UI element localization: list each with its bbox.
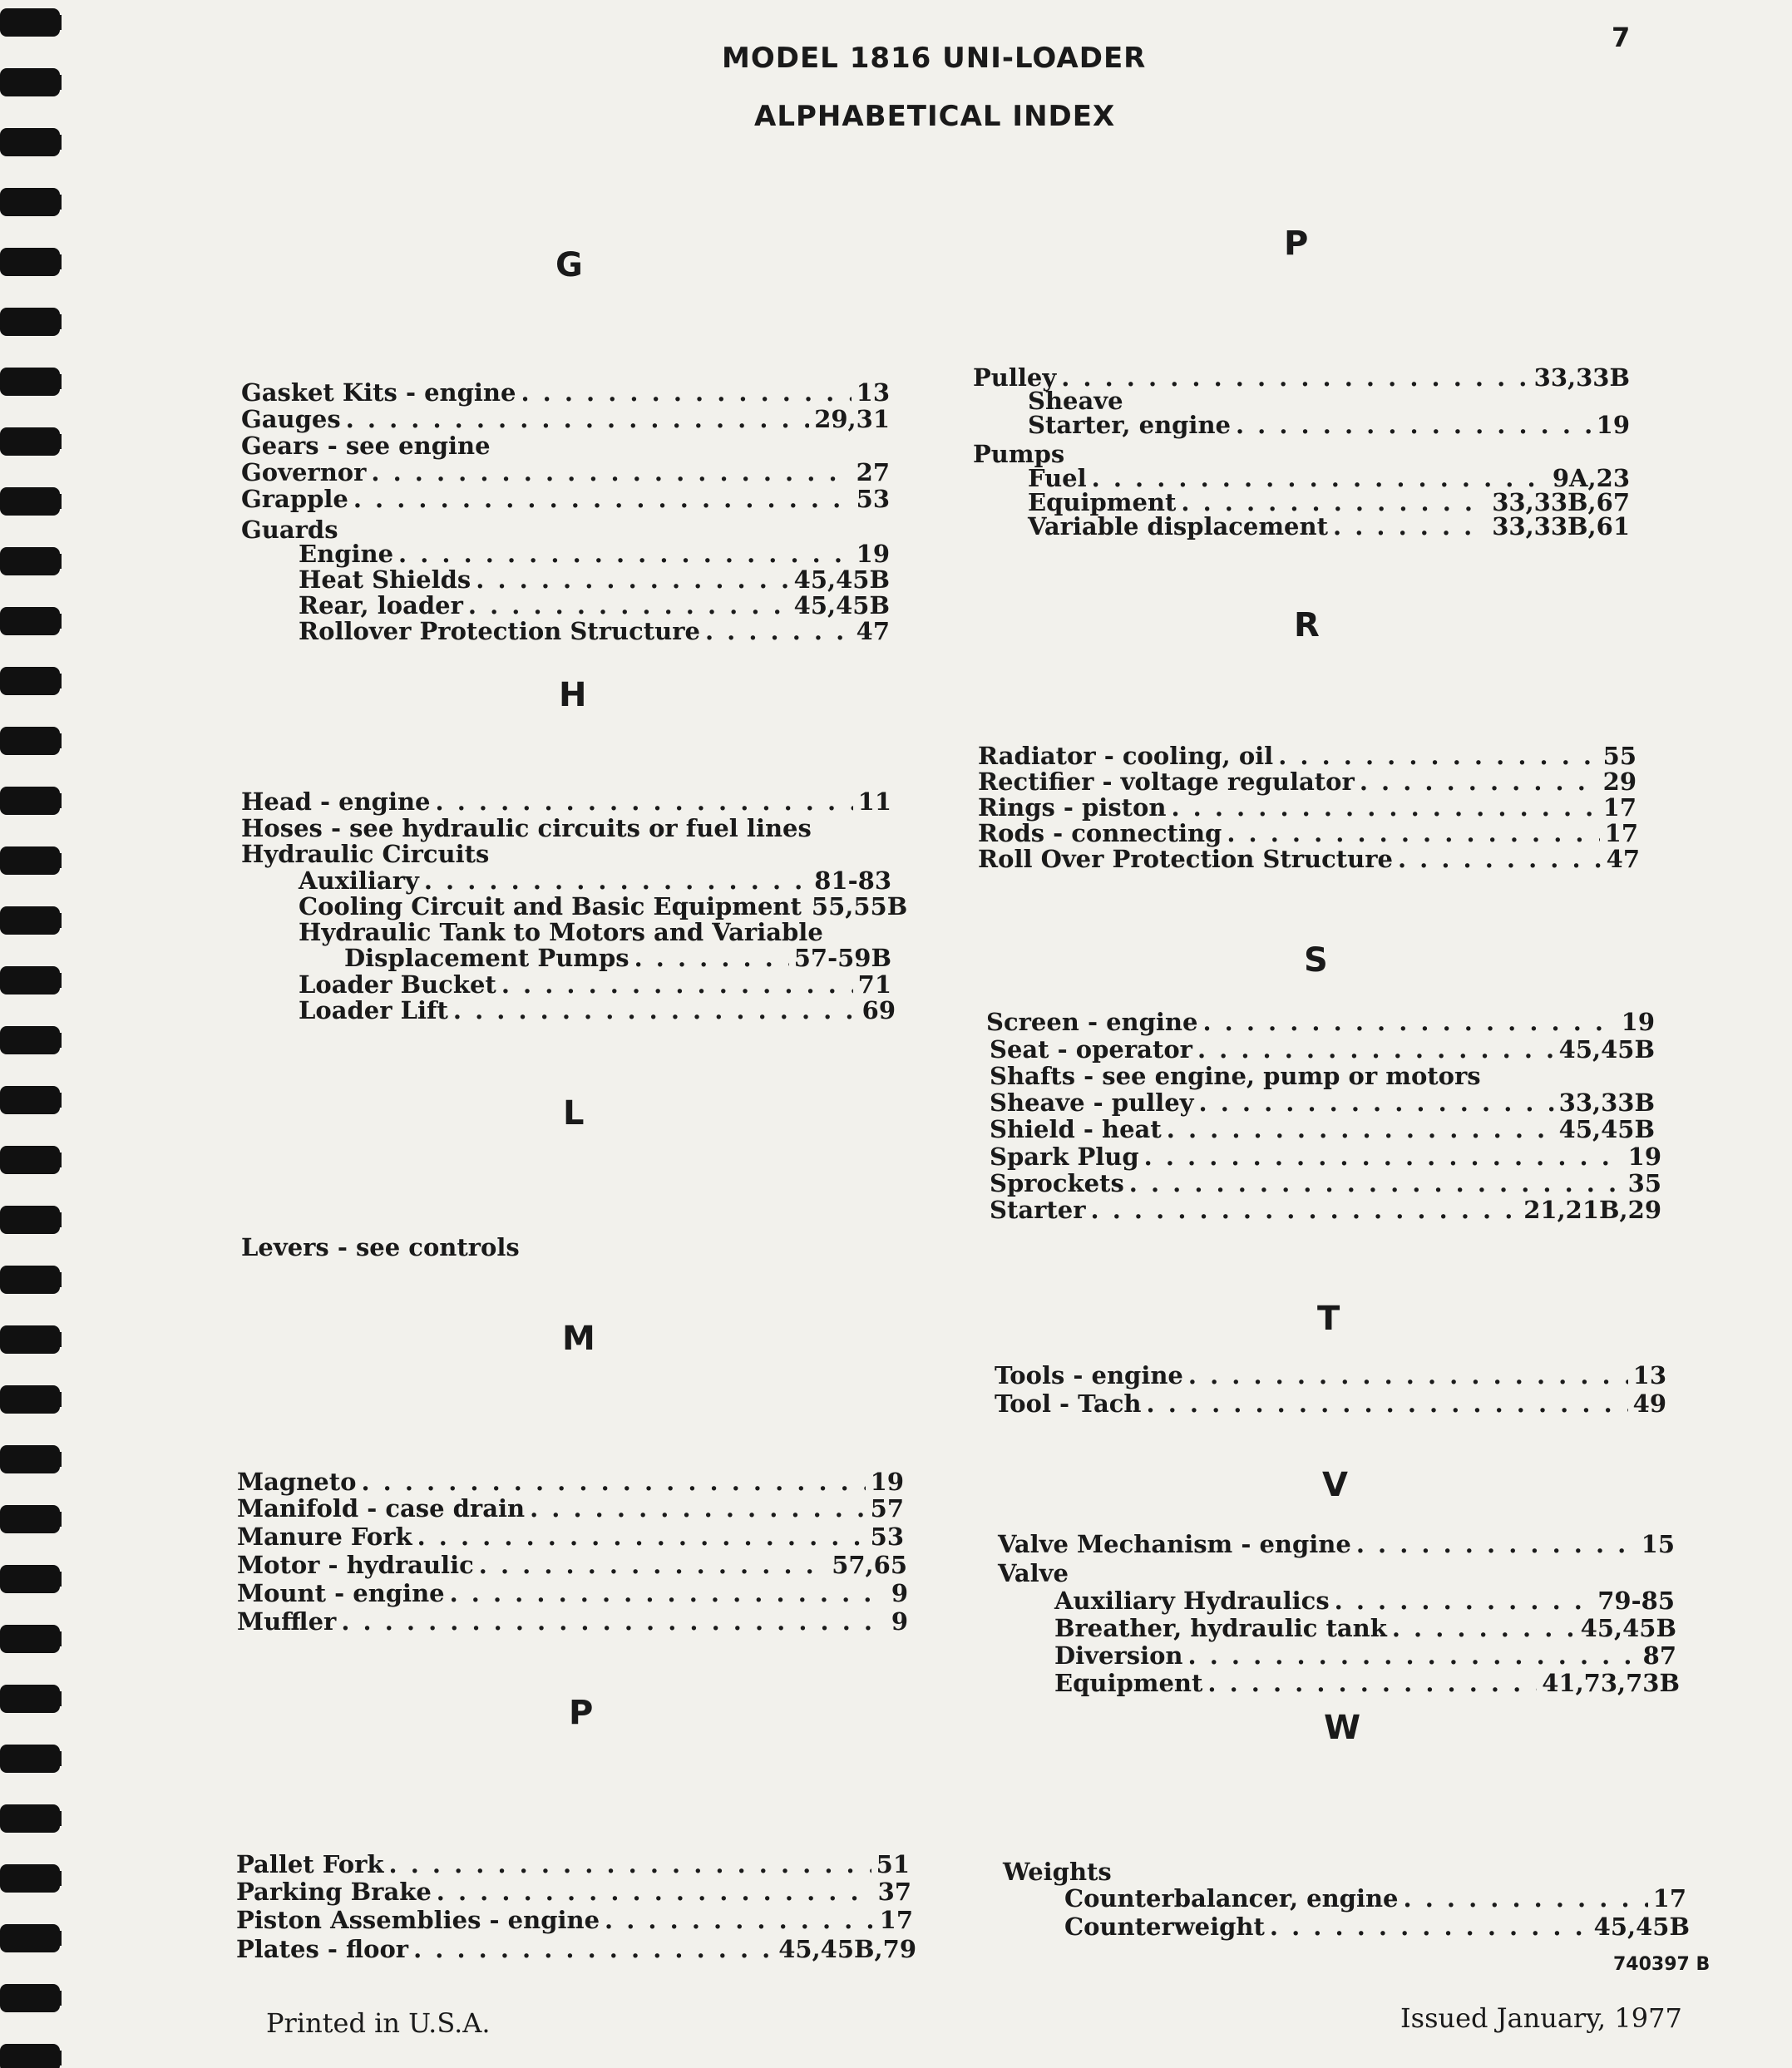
- binding-hole: [50, 853, 62, 868]
- binding-hole: [50, 1631, 62, 1646]
- section-letter-h: H: [559, 676, 587, 714]
- binding-hole: [50, 1512, 62, 1527]
- index-entry: Seat - operator . . . 45,45B: [990, 1038, 1655, 1062]
- index-entry: Motor - hydraulic . . . 57,65: [237, 1553, 907, 1577]
- index-entry: Pallet Fork . . . 51: [236, 1853, 910, 1877]
- section-letter-g: G: [555, 246, 583, 284]
- page-title: MODEL 1816 UNI-LOADER: [722, 42, 1147, 75]
- index-entry: Gears - see engine: [241, 432, 491, 460]
- binding-hole: [50, 1871, 62, 1886]
- binding-hole: [50, 1691, 62, 1706]
- binding-hole: [50, 1033, 62, 1048]
- index-entry: Tool - Tach . . . 49: [995, 1392, 1666, 1416]
- binding-hole: [50, 793, 62, 808]
- section-letter-t: T: [1317, 1300, 1340, 1338]
- section-letter-s: S: [1304, 941, 1328, 980]
- index-entry: Starter . . . 21,21B,29: [990, 1198, 1661, 1222]
- index-entry: Auxiliary Hydraulics . . . 79-85: [1054, 1589, 1675, 1613]
- binding-hole: [50, 913, 62, 928]
- index-entry: Radiator - cooling, oil . . . 55: [978, 744, 1636, 768]
- index-entry: Screen - engine . . . 19: [986, 1010, 1655, 1034]
- index-entry: Loader Lift . . . 69: [299, 999, 896, 1023]
- spiral-binding: [0, 0, 91, 2068]
- index-entry: Piston Assemblies - engine . . . 17: [236, 1908, 913, 1932]
- index-entry: Loader Bucket . . . 71: [299, 973, 891, 997]
- index-entry: Mount - engine . . . 9: [237, 1582, 908, 1606]
- binding-hole: [50, 75, 62, 90]
- section-letter-l: L: [563, 1094, 585, 1133]
- page-number: 7: [1612, 22, 1631, 53]
- index-entry: Shield - heat . . . 45,45B: [990, 1118, 1655, 1142]
- binding-hole: [50, 973, 62, 988]
- section-letter-w: W: [1324, 1709, 1361, 1747]
- binding-hole: [50, 1452, 62, 1467]
- index-entry: Heat Shields . . . 45,45B: [299, 568, 890, 592]
- section-letter-p-right: P: [1284, 225, 1309, 263]
- page-subtitle: ALPHABETICAL INDEX: [754, 100, 1116, 133]
- index-entry: Equipment . . . 33,33B,67: [1028, 491, 1630, 515]
- binding-hole: [50, 1751, 62, 1766]
- section-letter-v: V: [1322, 1466, 1348, 1504]
- binding-hole: [50, 494, 62, 509]
- binding-hole: [50, 614, 62, 629]
- index-entry: Magneto . . . 19: [237, 1470, 904, 1494]
- index-entry: Engine . . . 19: [299, 542, 890, 566]
- index-entry: Rear, loader . . . 45,45B: [299, 594, 890, 618]
- index-entry: Counterbalancer, engine . . . 17: [1064, 1887, 1686, 1911]
- document-code: 740397 B: [1613, 1954, 1711, 1975]
- binding-hole: [50, 1572, 62, 1587]
- binding-hole: [50, 15, 62, 30]
- index-entry: Valve Mechanism - engine . . . 15: [998, 1532, 1675, 1557]
- index-entry: Sheave: [1028, 387, 1123, 415]
- binding-hole: [50, 1931, 62, 1946]
- index-entry: Fuel . . . 9A,23: [1028, 466, 1630, 491]
- binding-hole: [50, 733, 62, 748]
- index-entry: Parking Brake . . . 37: [236, 1880, 911, 1904]
- index-entry: Gasket Kits - engine . . . 13: [241, 381, 890, 405]
- binding-hole: [50, 674, 62, 689]
- index-entry: Hydraulic Circuits: [241, 840, 490, 868]
- binding-hole: [50, 1811, 62, 1826]
- index-entry: Sheave - pulley . . . 33,33B: [990, 1091, 1655, 1115]
- binding-hole: [50, 2051, 62, 2066]
- index-entry: Breather, hydraulic tank . . . 45,45B: [1054, 1616, 1676, 1641]
- binding-hole: [50, 314, 62, 329]
- section-letter-p-left: P: [569, 1694, 594, 1732]
- index-entry: Variable displacement . . . 33,33B,61: [1028, 515, 1630, 539]
- printed-note: Printed in U.S.A.: [266, 2007, 491, 2039]
- binding-hole: [50, 374, 62, 389]
- index-entry: Displacement Pumps . . . 57-59B: [344, 946, 891, 970]
- index-entry: Rollover Protection Structure . . . 47: [299, 619, 890, 644]
- index-entry: Gauges . . . 29,31: [241, 407, 890, 432]
- index-entry: Grapple . . . 53: [241, 487, 890, 511]
- index-entry: Valve: [998, 1559, 1069, 1587]
- binding-hole: [50, 1392, 62, 1407]
- index-entry: Rectifier - voltage regulator . . . 29: [978, 770, 1636, 794]
- index-entry: Muffler . . . 9: [237, 1610, 908, 1634]
- index-entry: Rods - connecting . . . 17: [978, 822, 1638, 846]
- index-entry: Governor . . . 27: [241, 461, 890, 485]
- index-entry: Manifold - case drain . . . 57: [237, 1497, 904, 1521]
- binding-hole: [50, 1272, 62, 1287]
- binding-hole: [50, 1212, 62, 1227]
- binding-hole: [50, 554, 62, 569]
- section-letter-r: R: [1294, 606, 1320, 644]
- index-entry: Manure Fork . . . 53: [237, 1525, 904, 1549]
- index-entry: Counterweight . . . 45,45B: [1064, 1915, 1690, 1939]
- index-entry: Head - engine . . . 11: [241, 790, 891, 814]
- index-entry: Rings - piston . . . 17: [978, 796, 1636, 820]
- index-entry: Roll Over Protection Structure . . . 47: [978, 847, 1640, 871]
- binding-hole: [50, 254, 62, 269]
- issued-date: Issued January, 1977: [1400, 2002, 1682, 2034]
- index-entry: Pulley . . . 33,33B: [973, 366, 1630, 390]
- binding-hole: [50, 434, 62, 449]
- index-entry: Tools - engine . . . 13: [995, 1364, 1666, 1388]
- index-entry: Guards: [241, 516, 338, 544]
- binding-hole: [50, 1991, 62, 2006]
- index-entry: Cooling Circuit and Basic Equipment 55,55B: [299, 892, 908, 920]
- index-entry: Diversion . . . 87: [1054, 1644, 1676, 1668]
- binding-hole: [50, 195, 62, 210]
- index-entry: Starter, engine . . . 19: [1028, 413, 1630, 437]
- index-entry: Hoses - see hydraulic circuits or fuel lines: [241, 814, 812, 842]
- index-entry: Plates - floor . . . 45,45B,79: [236, 1937, 916, 1962]
- binding-hole: [50, 1332, 62, 1347]
- binding-hole: [50, 135, 62, 150]
- index-entry: Weights: [1003, 1858, 1112, 1886]
- binding-hole: [50, 1152, 62, 1167]
- index-entry: Sprockets . . . 35: [990, 1172, 1661, 1196]
- index-entry: Shafts - see engine, pump or motors: [990, 1062, 1481, 1090]
- binding-hole: [50, 1093, 62, 1108]
- index-entry: Equipment . . . 41,73,73B: [1054, 1671, 1680, 1695]
- index-entry: Levers - see controls: [241, 1233, 520, 1261]
- index-entry: Pumps: [973, 440, 1065, 468]
- index-entry: Spark Plug . . . 19: [990, 1145, 1661, 1169]
- index-entry: Hydraulic Tank to Motors and Variable: [299, 918, 823, 946]
- section-letter-m: M: [562, 1320, 595, 1358]
- index-entry: Auxiliary . . . 81-83: [299, 869, 891, 893]
